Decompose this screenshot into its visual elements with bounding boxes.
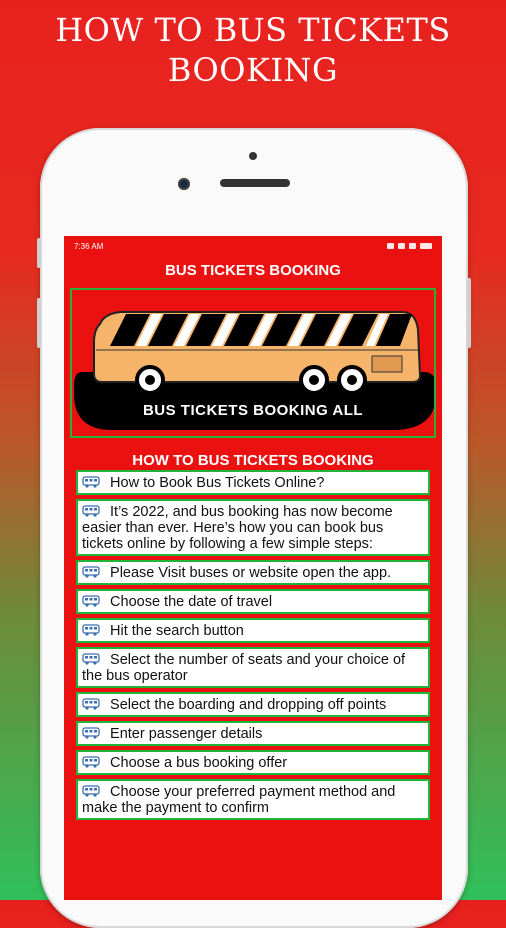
banner-image [70,288,436,438]
bus-icon [82,756,100,768]
promo-title-line2: BOOKING [167,51,339,89]
list-item-text: Choose your preferred payment method and make the payment to confirm [82,784,396,816]
bus-icon [82,505,100,517]
list-item[interactable] [76,470,430,495]
status-icons [387,243,432,249]
speaker-grille [220,179,290,187]
battery-icon [420,243,432,249]
status-bar [64,236,442,256]
front-camera-icon [178,178,190,190]
promo-title [0,10,506,90]
power-button [467,278,471,348]
list-item[interactable] [76,589,430,614]
list-item-text: Hit the search button [110,623,244,639]
bus-icon [82,624,100,636]
network-icon [409,243,416,249]
list-item[interactable] [76,721,430,746]
list-item[interactable] [76,692,430,717]
bus-icon [82,476,100,488]
bus-icon [82,785,100,797]
volume-button [37,298,41,348]
list-item[interactable] [76,499,430,556]
list-item-text: Please Visit buses or website open the app. [110,565,392,581]
list-item-text: Choose the date of travel [110,594,273,610]
signal-icon [387,243,394,249]
list-item[interactable] [76,618,430,643]
list-item[interactable] [76,647,430,688]
list-item-text: Choose a bus booking offer [110,755,288,771]
list-item-text: How to Book Bus Tickets Online? [110,475,325,491]
side-button [37,238,41,268]
steps-list [76,470,430,820]
list-item[interactable] [76,560,430,585]
bus-icon [82,698,100,710]
banner-caption: BUS TICKETS BOOKING ALL [142,402,364,419]
bus-icon [82,727,100,739]
app-screen [64,236,442,900]
status-time: 7:36 AM [74,241,104,251]
list-item[interactable] [76,750,430,775]
promo-title-line1: HOW TO BUS TICKETS [55,11,451,49]
bus-grille [372,356,402,372]
section-title: HOW TO BUS TICKETS BOOKING [132,452,374,469]
wifi-icon [398,243,405,249]
app-title: BUS TICKETS BOOKING [165,262,341,279]
list-item-text: Enter passenger details [110,726,263,742]
list-item[interactable] [76,779,430,820]
bus-icon [82,566,100,578]
sensor-dot [249,152,257,160]
bus-icon [82,653,100,665]
list-item-text: Select the number of seats and your choice of the bus operator [82,652,406,684]
bus-icon [82,595,100,607]
list-item-text: It’s 2022, and bus booking has now become easier than ever. Here’s how you can book bus tickets online by following a few simple steps: [82,504,393,552]
list-item-text: Select the boarding and dropping off points [110,697,387,713]
